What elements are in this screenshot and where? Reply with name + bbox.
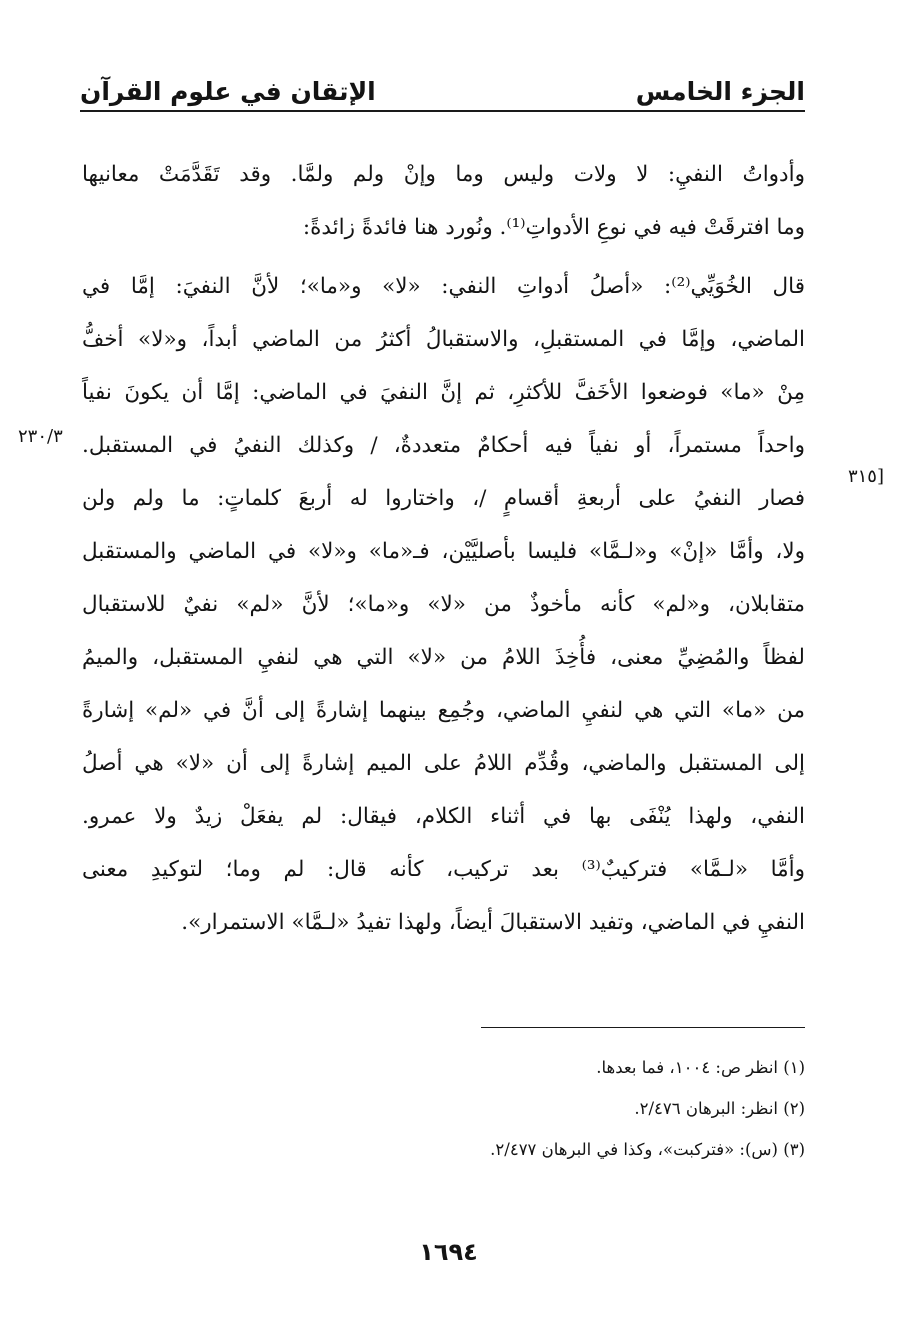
main-text [82, 148, 805, 949]
margin-reference-manuscript-page: [٣١٥ [847, 466, 884, 487]
text-line: قال الخُوَيِّي⁽²⁾: «أصلُ أدواتِ النفي: «لا» و«ما»؛ لأنَّ النفيَ: إمَّا في [82, 274, 805, 299]
text-line: فصار النفيُ على أربعةِ أقسامٍ /، واختاروا له أربعَ كلماتٍ: ما ولم ولن [82, 486, 805, 511]
text-line: من «ما» التي هي لنفيِ الماضي، وجُمِع بينهما إشارةً إلى أنَّ في «لم» إشارةً [82, 698, 805, 723]
text-line: واحداً مستمراً، أو نفياً فيه أحكامٌ متعددةٌ، / وكذلك النفيُ في المستقبل. [82, 433, 805, 458]
text-line: وأمَّا «لـمَّا» فتركيبٌ⁽³⁾ بعد تركيب، كأنه قال: لم وما؛ لتوكيدِ معنى [82, 857, 805, 882]
text-line: الماضي، وإمَّا في المستقبلِ، والاستقبالُ أكثرُ من الماضي أبداً، و«لا» أخفُّ [82, 327, 805, 352]
text-line: مِنْ «ما» فوضعوا الأخَفَّ للأكثرِ، ثم إنَّ النفيَ في الماضي: إمَّا أن يكونَ نفياً [82, 380, 805, 405]
margin-reference-volume-page: ٢٣٠/٣ [18, 426, 63, 447]
footnote-separator [481, 1027, 805, 1028]
text-line: متقابلان، و«لم» كأنه مأخوذٌ من «لا» و«ما»؛ لأنَّ «لم» نفيٌ للاستقبال [82, 592, 805, 617]
part-title: الجزء الخامس [635, 77, 805, 106]
text-line: النفي، ولهذا يُنْفَى بها في أثناء الكلام، فيقال: لم يفعَلْ زيدٌ ولا عمرو. [82, 804, 805, 829]
footnote: (٣) (س): «فتركبت»، وكذا في البرهان ٢/٤٧٧. [490, 1140, 805, 1159]
text-line: لفظاً والمُضِيِّ معنى، فأُخِذَ اللامُ من «لا» التي هي لنفيِ المستقبل، والميمُ [82, 645, 805, 670]
book-title: الإتقان في علوم القرآن [80, 77, 376, 106]
text-line: النفيِ في الماضي، وتفيد الاستقبالَ أيضاً، ولهذا تفيدُ «لـمَّا» الاستمرار». [181, 910, 805, 935]
footnotes [82, 1047, 805, 1170]
running-header [80, 70, 805, 112]
page-number: ١٦٩٤ [419, 1238, 478, 1266]
text-line: إلى المستقبل والماضي، وقُدِّم اللامُ على الميم إشارةً إلى أن «لا» هي أصلُ [82, 751, 805, 776]
text-line: وأدواتُ النفيِ: لا ولات وليس وما وإنْ ولم ولمَّا. وقد تَقَدَّمَتْ معانيها [82, 162, 805, 187]
footnote: (١) انظر ص: ١٠٠٤، فما بعدها. [596, 1058, 805, 1077]
text-line: ولا، وأمَّا «إنْ» و«لـمَّا» فليسا بأصليَّيْن، فـ«ما» و«لا» في الماضي والمستقبل [82, 539, 805, 564]
footnote: (٢) انظر: البرهان ٢/٤٧٦. [634, 1099, 805, 1118]
text-line: وما افترقَتْ فيه في نوعِ الأدواتِ⁽¹⁾. ونُورد هنا فائدةً زائدةً: [302, 215, 805, 240]
